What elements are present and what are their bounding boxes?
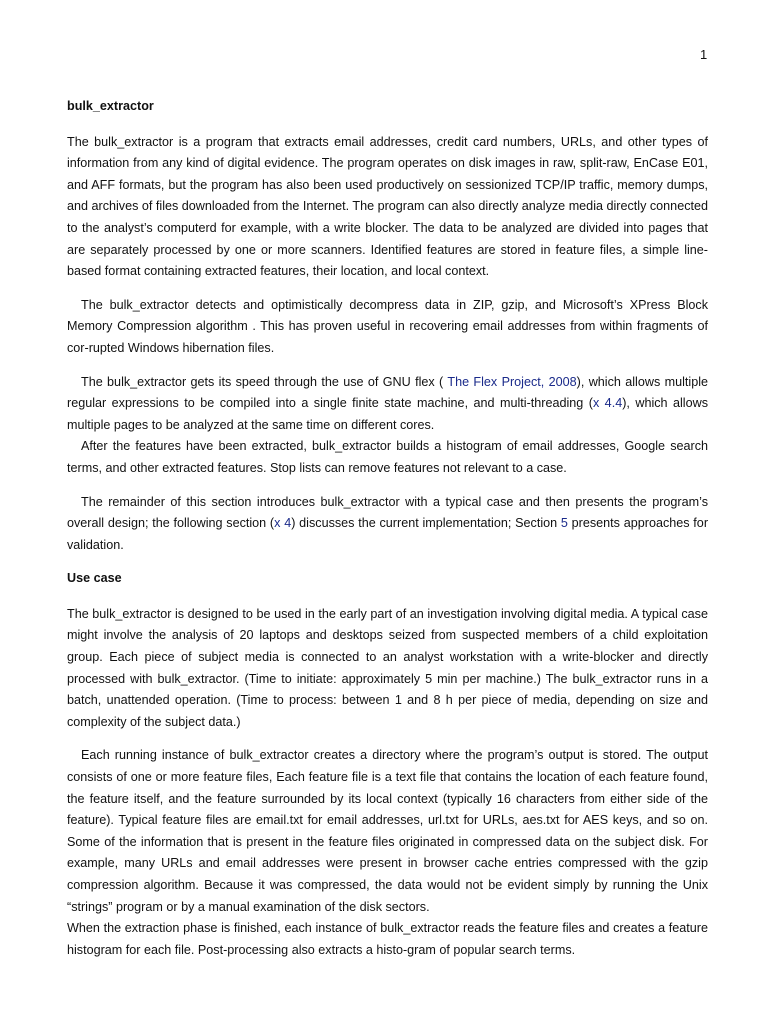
- document-body: [67, 96, 708, 973]
- paragraph-speed-text-a: The bulk_extractor gets its speed through the use of GNU flex (: [81, 374, 448, 389]
- paragraph-speed-text-b: ), which allows multiple regular expressions to be compiled into a single finite state machine, and multi-threading (: [67, 374, 709, 411]
- paragraph-remainder-text-a: The remainder of this section introduces bulk_extractor with a typical case and then presents the program’s overall design; the following section (: [67, 494, 708, 531]
- section-4-link[interactable]: x 4: [274, 516, 292, 531]
- paragraph-speed: [67, 372, 708, 437]
- paragraph-speed-text-c: ), which allows multiple pages to be analyzed at the same time on different cores.: [67, 396, 708, 432]
- paragraph-extraction-phase: When the extraction phase is finished, each instance of bulk_extractor reads the feature files and creates a feature histogram for each file. Post-processing also extracts a histo-gram of popular search terms.: [67, 921, 708, 957]
- paragraph-histogram: After the features have been extracted, bulk_extractor builds a histogram of email addresses, Google search terms, and other extracted features. Stop lists can remove features not relevant to a case.: [67, 439, 708, 475]
- paragraph-intro: The bulk_extractor is a program that extracts email addresses, credit card numbers, URLs, and other types of information from any kind of digital evidence. The program operates on disk images in raw, split-raw, EnCase E01, and AFF formats, but the program has also been used productively on sessionized TCP/IP traffic, memory dumps, and archives of files downloaded from the Internet. The program can also directly analyze media directly connected to the analyst’s computerd for example, with a write blocker. The data to be analyzed are divided into pages that are separately processed by one or more scanners. Identified features are stored in feature files, a simple line-based format containing extracted features, their location, and local context.: [67, 134, 708, 279]
- paragraph-remainder-text-c: presents approaches for validation.: [67, 516, 709, 552]
- paragraph-decompression: The bulk_extractor detects and optimistically decompress data in ZIP, gzip, and Microsoft’s XPress Block Memory Compression algorithm . This has proven useful in recovering email addresses from within fragments of cor-rupted Windows hibernation files.: [67, 297, 708, 355]
- section-4-4-link[interactable]: x 4.4: [592, 396, 623, 411]
- paragraph-output: Each running instance of bulk_extractor creates a directory where the program’s output is stored. The output consists of one or more feature files, Each feature file is a text file that contains the location of each feature found, the feature itself, and the feature surrounded by its local context (typically 16 characters from either side of the feature). Typical feature files are email.txt for email addresses, url.txt for URLs, aes.txt for AES keys, and so on. Some of the information that is present in the feature files originated in compressed data on the subject disk. For example, many URLs and email addresses were present in browser cache entries compressed with the gzip compression algorithm. Because it was compressed, the data would not be evident simply by running the Unix “strings” program or by a manual examination of the disk sectors.: [67, 748, 708, 914]
- paragraph-use-case: The bulk_extractor is designed to be used in the early part of an investigation involving digital media. A typical case might involve the analysis of 20 laptops and desktops seized from suspected members of a child exploitation group. Each piece of subject media is connected to an analyst workstation with a write-blocker and directly processed with bulk_extractor. (Time to initiate: approximately 5 min per machine.) The bulk_extractor runs in a batch, unattended operation. (Time to process: between 1 and 8 h per piece of media, depending on size and complexity of the subject data.): [67, 606, 708, 729]
- paragraph-remainder-text-b: ) discusses the current implementation; Section: [291, 516, 561, 531]
- paragraph-remainder: [67, 492, 708, 557]
- section-5-link[interactable]: 5: [560, 516, 568, 531]
- use-case-heading: Use case: [67, 571, 122, 586]
- flex-project-citation-link[interactable]: The Flex Project, 2008: [447, 374, 577, 389]
- section-title: bulk_extractor: [67, 99, 154, 113]
- page-number: 1: [700, 47, 708, 62]
